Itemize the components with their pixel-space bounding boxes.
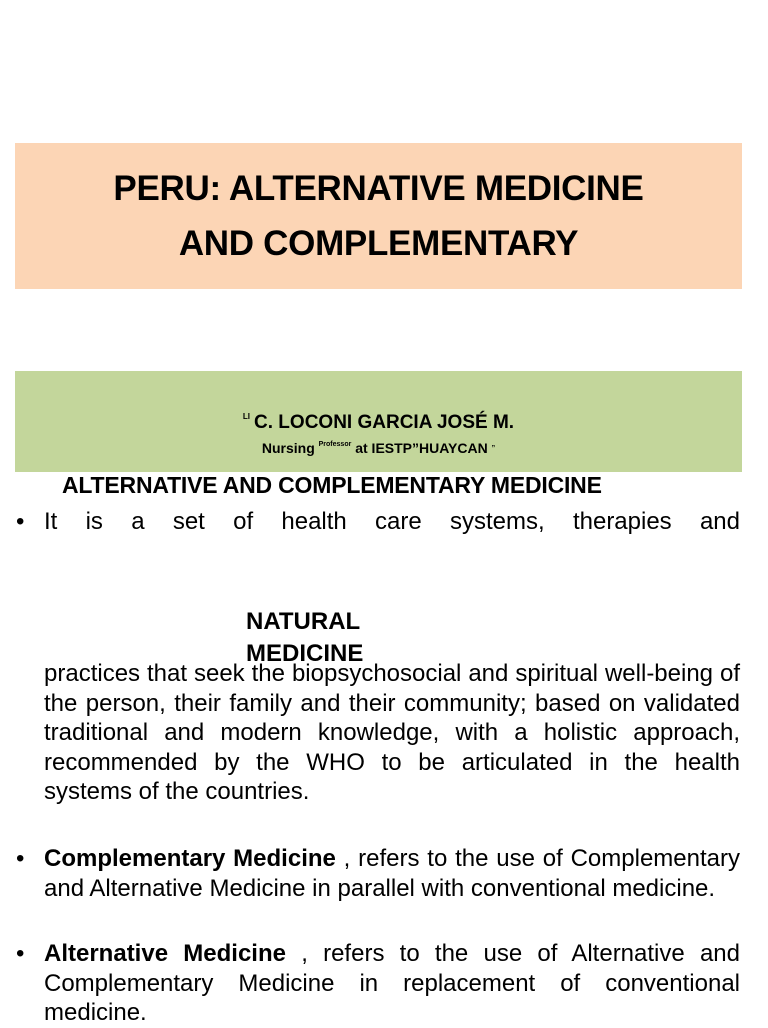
bullet-1-continuation: practices that seek the biopsychosocial and spiritual well-being of the person, their family and their community; based on validated traditional and modern knowledge, with a holistic approach, recommended by the WHO to be articulated in the health systems of the countries.	[44, 660, 740, 805]
bullet-1-first-line: It is a set of health care systems, therapies and	[44, 508, 740, 535]
complementary-term: Complementary Medicine	[44, 845, 336, 872]
bullet-1: •	[16, 508, 25, 535]
author-role-sup: Professor	[318, 441, 352, 448]
author-role	[15, 435, 742, 458]
author-name	[15, 405, 742, 435]
section-heading: ALTERNATIVE AND COMPLEMENTARY MEDICINE	[62, 472, 602, 498]
author-name-text: C. LOCONI GARCIA JOSÉ M.	[254, 412, 515, 433]
author-prefix: LI	[242, 412, 251, 421]
alternative-term: Alternative Medicine	[44, 940, 286, 967]
alternative-definition: , refers to the use of Alternative and Complementary Medicine in replacement of conventional medicine.	[44, 940, 740, 1026]
title-banner	[15, 143, 742, 289]
author-banner	[15, 371, 742, 472]
natural-medicine-line-1: NATURAL	[246, 608, 361, 635]
natural-medicine-line-2: MEDICINE	[246, 640, 364, 667]
bullet-2: •	[16, 845, 25, 872]
bullet-3: •	[16, 940, 25, 967]
title-line-1: PERU: ALTERNATIVE MEDICINE	[113, 169, 644, 208]
author-role-end: at IESTP”HUAYCAN	[355, 440, 488, 456]
bullet-3-text	[44, 939, 740, 1028]
title-line-2: AND COMPLEMENTARY	[178, 224, 579, 263]
complementary-definition: , refers to the use of Complementary and Alternative Medicine in parallel with conventional medicine.	[44, 845, 740, 902]
bullet-2-text	[44, 844, 740, 903]
author-role-start: Nursing	[261, 440, 315, 456]
author-role-trail: „	[491, 441, 496, 448]
